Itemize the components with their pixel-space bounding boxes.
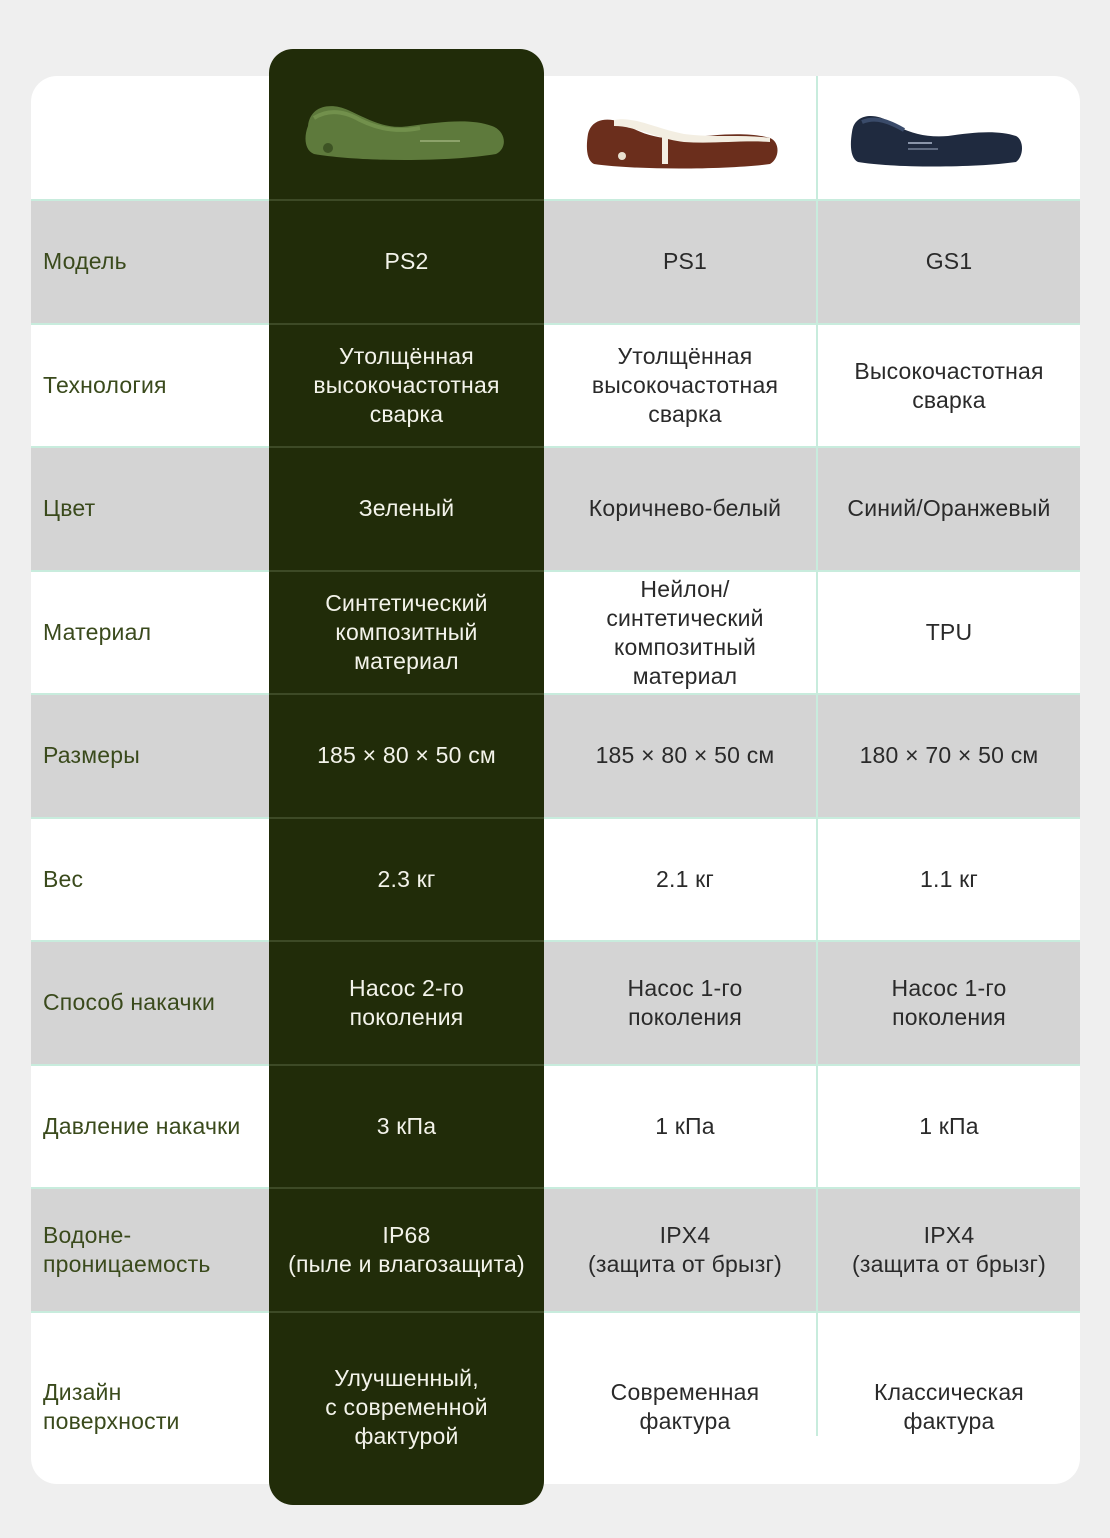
cell-text: Современная фактура — [610, 1379, 760, 1434]
cell-text: Насос 2-го поколения — [349, 974, 464, 1030]
cell-text: IPX4 (защита от брызг) — [852, 1221, 1046, 1277]
cell-text: 2.1 кг — [655, 866, 714, 892]
cell-text: 1 кПа — [919, 1113, 979, 1139]
cell-ps1-technology — [554, 324, 816, 447]
cell-gs1-technology — [818, 324, 1080, 447]
row-label-text: Модель — [43, 248, 127, 274]
cell-ps1-inflation-method — [554, 941, 816, 1064]
cell-ps1-material — [554, 571, 816, 694]
row-label-inflation-pressure — [31, 1065, 281, 1188]
cell-ps2-waterproofing — [269, 1188, 544, 1311]
row-label-text: Цвет — [43, 495, 96, 521]
row-label-weight — [31, 818, 281, 941]
cell-gs1-waterproofing — [818, 1188, 1080, 1311]
cell-ps2-model — [269, 200, 544, 323]
row-label-inflation-method — [31, 941, 281, 1064]
cell-text: 2.3 кг — [377, 866, 436, 892]
cell-ps2-weight — [269, 818, 544, 941]
row-label-text: Водоне- проницаемость — [43, 1221, 211, 1277]
cell-text: Высокочастотная сварка — [854, 357, 1044, 413]
cell-text: Синий/Оранжевый — [847, 495, 1051, 521]
row-label-text: Технология — [43, 372, 167, 398]
row-label-surface-design — [31, 1312, 281, 1502]
product-image-ps2 — [300, 96, 512, 170]
cell-text: Насос 1-го поколения — [627, 974, 743, 1030]
cell-text: 1.1 кг — [919, 866, 978, 892]
cell-text: 185 × 80 × 50 см — [595, 742, 775, 768]
cell-text: Синтетический композитный материал — [325, 590, 488, 674]
cell-gs1-color — [818, 447, 1080, 570]
row-label-model — [31, 200, 281, 323]
cell-text: PS1 — [662, 248, 708, 274]
cell-gs1-surface-design — [818, 1312, 1080, 1502]
cell-text: Классическая фактура — [874, 1379, 1024, 1434]
cell-text: GS1 — [925, 248, 973, 274]
cell-gs1-material — [818, 571, 1080, 694]
cell-text: Улучшенный, с современной фактурой — [325, 1364, 488, 1449]
cell-text: 1 кПа — [655, 1113, 715, 1139]
cell-ps2-inflation-pressure — [269, 1065, 544, 1188]
cell-ps1-model — [554, 200, 816, 323]
cell-text: 185 × 80 × 50 см — [317, 742, 496, 768]
cell-ps1-color — [554, 447, 816, 570]
row-label-waterproofing — [31, 1188, 281, 1311]
cell-gs1-dimensions — [818, 694, 1080, 817]
row-label-color — [31, 447, 281, 570]
cell-ps2-color — [269, 447, 544, 570]
row-label-text: Способ накачки — [43, 989, 216, 1015]
cell-text: IP68 (пыле и влагозащита) — [288, 1221, 525, 1277]
cell-gs1-model — [818, 200, 1080, 323]
cell-gs1-inflation-pressure — [818, 1065, 1080, 1188]
cell-text: 180 × 70 × 50 см — [859, 742, 1039, 768]
cell-text: Коричнево-белый — [588, 495, 782, 521]
row-label-text: Вес — [43, 866, 84, 892]
cell-gs1-inflation-method — [818, 941, 1080, 1064]
cell-ps2-surface-design — [269, 1312, 544, 1502]
cell-ps2-technology — [269, 324, 544, 447]
cell-text: Зеленый — [358, 495, 455, 521]
cell-text: PS2 — [384, 248, 429, 274]
cell-text: 3 кПа — [376, 1113, 437, 1139]
row-label-technology — [31, 324, 281, 447]
row-label-text: Давление накачки — [43, 1113, 241, 1139]
cell-text: Нейлон/ синтетический композитный материал — [606, 575, 764, 689]
row-label-dimensions — [31, 694, 281, 817]
cell-ps2-material — [269, 571, 544, 694]
cell-ps1-weight — [554, 818, 816, 941]
cell-ps1-inflation-pressure — [554, 1065, 816, 1188]
cell-text: IPX4 (защита от брызг) — [588, 1221, 782, 1277]
product-image-ps1 — [584, 112, 779, 170]
product-image-gs1 — [848, 108, 1023, 170]
cell-ps2-inflation-method — [269, 941, 544, 1064]
cell-text: Утолщённая высокочастотная сварка — [591, 343, 779, 427]
row-label-text: Дизайн поверхности — [43, 1379, 180, 1434]
cell-ps2-dimensions — [269, 694, 544, 817]
cell-ps1-dimensions — [554, 694, 816, 817]
cell-text: Насос 1-го поколения — [891, 974, 1007, 1030]
cell-text: TPU — [925, 619, 973, 645]
row-label-text: Материал — [43, 619, 152, 645]
cell-gs1-weight — [818, 818, 1080, 941]
row-label-text: Размеры — [43, 742, 140, 768]
cell-text: Утолщённая высокочастотная сварка — [313, 343, 500, 427]
cell-ps1-surface-design — [554, 1312, 816, 1502]
row-label-material — [31, 571, 281, 694]
cell-ps1-waterproofing — [554, 1188, 816, 1311]
